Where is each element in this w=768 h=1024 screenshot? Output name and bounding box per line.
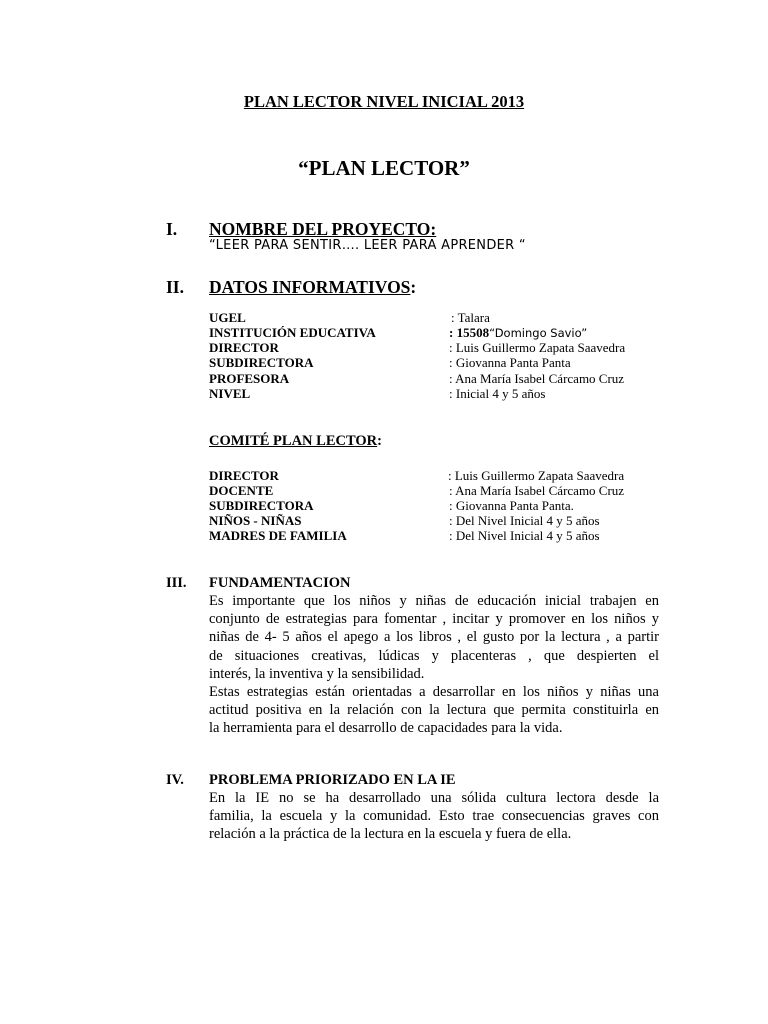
datos-label-profesora: PROFESORA [209,371,290,386]
fundamentacion-line: Estas estrategias están orientadas a desarrollar en los niños y niñas una [209,684,659,701]
comite-value-director: : Luis Guillermo Zapata Saavedra [448,468,625,483]
comite-colon: : [377,433,382,449]
section-3-title: FUNDAMENTACION [209,575,351,591]
section-2-colon: : [410,277,417,297]
datos-label-subdirectora: SUBDIRECTORA [209,355,314,370]
section-1-number: I. [166,219,178,239]
fundamentacion-line: Es importante que los niños y niñas de educación inicial trabajen en [209,593,659,609]
comite-label-docente: DOCENTE [209,483,274,498]
section-2-heading [209,277,416,298]
document-title: PLAN LECTOR NIVEL INICIAL 2013 [243,92,525,111]
comite-label-ninos: NIÑOS - NIÑAS [209,513,302,528]
comite-value-madres: : Del Nivel Inicial 4 y 5 años [449,528,600,543]
datos-value-ugel: : Talara [451,310,490,325]
fundamentacion-line: conjunto de estrategias para fomentar , incitar y promover en los niños y [209,611,659,628]
project-name: “LEER PARA SENTIR…. LEER PARA APRENDER “ [209,238,526,253]
datos-value-director: : Luis Guillermo Zapata Saavedra [449,340,626,355]
comite-title: COMITÉ PLAN LECTOR [209,433,378,449]
comite-heading [209,433,382,450]
datos-value-subdirectora: : Giovanna Panta Panta [449,355,571,370]
datos-value-institucion [449,325,587,341]
fundamentacion-line: la herramienta para el desarrollo de capacidades para la vida. [209,720,563,737]
main-title: “PLAN LECTOR” [298,156,470,180]
problema-line: En la IE no se ha desarrollado una sólida cultura lectora desde la [209,790,659,806]
comite-label-madres: MADRES DE FAMILIA [209,528,347,543]
datos-value-institucion-code: : 15508 [449,325,490,340]
comite-label-subdirectora: SUBDIRECTORA [209,498,314,513]
comite-value-ninos: : Del Nivel Inicial 4 y 5 años [449,513,600,528]
section-1-title: NOMBRE DEL PROYECTO: [209,219,437,239]
comite-value-docente: : Ana María Isabel Cárcamo Cruz [449,483,625,498]
datos-label-director: DIRECTOR [209,340,279,355]
comite-value-subdirectora: : Giovanna Panta Panta. [449,498,574,513]
datos-value-nivel: : Inicial 4 y 5 años [449,386,546,401]
section-2-title: DATOS INFORMATIVOS [209,277,411,297]
fundamentacion-line: interés, la inventiva y la sensibilidad. [209,665,425,682]
section-2-number: II. [166,277,184,297]
datos-value-institucion-name: “Domingo Savio” [489,326,588,340]
problema-paragraph [209,789,659,844]
fundamentacion-line: actitud positiva en la relación con la lectura que permita constituirla en [209,702,659,719]
datos-label-ugel: UGEL [209,310,246,325]
fundamentacion-line: niñas de 4- 5 años el apego a los libros , el gusto por la lectura , a partir [209,629,659,646]
datos-label-nivel: NIVEL [209,386,251,401]
section-4-number: IV. [166,772,184,788]
section-4-title: PROBLEMA PRIORIZADO EN LA IE [209,772,456,788]
comite-label-director: DIRECTOR [209,468,279,483]
problema-line: relación a la práctica de la lectura en la escuela y fuera de ella. [209,826,572,843]
fundamentacion-line: de situaciones creativas, lúdicas y placenteras , que despierten el [209,647,659,664]
problema-line: familia, la escuela y la comunidad. Esto trae consecuencias graves con [209,808,659,825]
fundamentacion-paragraph [209,592,659,738]
section-3-number: III. [166,575,187,591]
datos-value-profesora: : Ana María Isabel Cárcamo Cruz [449,371,625,386]
datos-label-institucion: INSTITUCIÓN EDUCATIVA [209,325,376,340]
